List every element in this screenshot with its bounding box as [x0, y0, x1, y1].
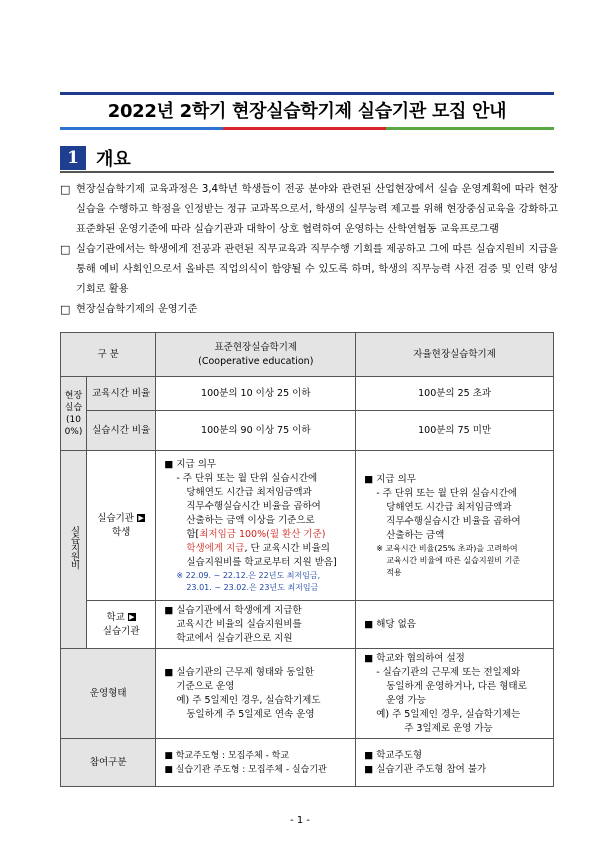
header-autonomous: 자율현장실습학기제	[356, 333, 554, 377]
text-line	[164, 528, 349, 542]
header-standard	[156, 333, 356, 377]
school-support-standard	[156, 601, 356, 649]
table-header-row	[61, 333, 554, 377]
table-row	[61, 601, 554, 649]
text-line: 운영 가능	[386, 694, 426, 706]
table-row	[61, 377, 554, 411]
bullet-text: 실습기관에서는 학생에게 전공과 관련된 직무교육과 직무수행 기회를 제공하고 그에 따른 실습지원비 지급을 통해 예비 사회인으로서 올바른 직업의식이 함양될 수 있도록 하며, 학생의 직무능력 사전 검증 및 인력 양성 기회로 활용	[76, 244, 558, 295]
edu-ratio-autonomous: 100분의 25 초과	[356, 377, 554, 411]
org-to-student-label	[86, 451, 155, 601]
header-category: 구 분	[61, 333, 156, 377]
text-line: ■ 학교와 협의하여 설정	[364, 652, 465, 664]
operation-autonomous	[356, 649, 554, 739]
org-label-text: 실습기관	[97, 512, 134, 524]
operation-label: 운영형태	[61, 649, 156, 739]
text-line: 동일하게 주 5일제로 연속 운영	[186, 708, 315, 720]
text-line: 기준으로 운영	[176, 680, 235, 692]
document-title-block	[60, 92, 554, 130]
practice-ratio-label: 실습시간 비율	[86, 411, 155, 451]
text-line: 당해연도 시간급 최저임금액과	[186, 486, 312, 498]
org-support-autonomous	[356, 451, 554, 601]
highlight-text: 학생에게 지급	[186, 542, 245, 554]
text-line: 당해연도 시간급 최저임금액과	[386, 501, 512, 513]
note-line: 교육시간 비율에 따른 실습지원비 기준	[386, 555, 521, 565]
highlight-text: 최저임금 100%(월 환산 기준)	[199, 528, 326, 540]
text-line: 산출하는 금액 이상을 기준으로	[186, 514, 315, 526]
text-line: ■ 학교주도형	[364, 749, 423, 761]
edu-ratio-standard: 100분의 10 이상 25 이하	[156, 377, 356, 411]
text-line: 학교에서 실습기관으로 지원	[176, 632, 293, 644]
participation-autonomous	[356, 739, 554, 787]
school-to-org-label	[86, 601, 155, 649]
table-row	[61, 739, 554, 787]
note-line: ※ 22.09. ~ 22.12.은 22년도 최저임금,	[176, 570, 321, 580]
table-row	[61, 649, 554, 739]
page-number: - 1 -	[290, 815, 310, 826]
student-label-text: 학생	[111, 526, 131, 538]
text-line: ■ 학교주도형 : 모집주체 - 학교	[164, 750, 290, 761]
text-line: 동일하게 운영하거나, 다른 형태로	[386, 680, 527, 692]
title-bottom-rule	[60, 127, 554, 130]
operation-standards-table	[60, 332, 554, 787]
text-line: - 실습기관의 근무제 또는 전일제와	[376, 666, 521, 678]
note-line: 적용	[386, 567, 402, 577]
arrow-right-icon: ▶	[129, 613, 135, 621]
practice-ratio-autonomous: 100분의 75 미만	[356, 411, 554, 451]
bullet-text: 현장실습학기제의 운영기준	[76, 304, 198, 315]
overview-bullets	[60, 180, 560, 320]
ratio-group-label	[61, 377, 87, 451]
checkbox-bullet-icon: □	[60, 183, 71, 196]
header-standard-subtitle: (Cooperative education)	[198, 355, 314, 367]
list-item	[60, 240, 560, 300]
header-standard-title: 표준현장실습학기제	[214, 341, 298, 353]
text-span: 함[	[186, 528, 200, 540]
school-support-autonomous: ■ 해당 없음	[356, 601, 554, 649]
org-support-standard	[156, 451, 356, 601]
org-label-text: 실습기관	[102, 625, 140, 637]
edu-ratio-label: 교육시간 비율	[86, 377, 155, 411]
checkbox-bullet-icon: □	[60, 303, 71, 316]
section-number: 1	[60, 146, 86, 170]
list-item	[60, 180, 560, 240]
text-line: ■ 실습기관에서 학생에게 지급한	[164, 604, 302, 616]
text-line: - 주 단위 또는 월 단위 실습시간에	[376, 487, 518, 499]
checkbox-bullet-icon: □	[60, 243, 71, 256]
table-row	[61, 411, 554, 451]
school-label-text: 학교	[106, 611, 125, 623]
arrow-right-icon: ▶	[138, 514, 144, 522]
document-title: 2022년 2학기 현장실습학기제 실습기관 모집 안내	[107, 101, 507, 122]
text-line: 예) 주 5일제인 경우, 실습학기제는	[376, 708, 521, 720]
note-line: 23.01. ~ 23.02.은 23년도 최저임금	[186, 582, 319, 592]
practice-ratio-standard: 100분의 90 이상 75 이하	[156, 411, 356, 451]
title-top-rule	[60, 92, 554, 95]
participation-label: 참여구분	[61, 739, 156, 787]
text-span: , 단 교육시간 비율의	[244, 542, 330, 554]
note-line: ※ 교육시간 비율(25% 초과)을 고려하여	[376, 543, 518, 553]
text-line: 교육시간 비율의 실습지원비를	[176, 618, 302, 630]
text-line: - 주 단위 또는 월 단위 실습시간에	[176, 472, 318, 484]
table-row	[61, 451, 554, 601]
text-line: ■ 실습기관의 근무제 형태와 동일한	[164, 666, 314, 678]
text-line: ■ 지급 의무	[164, 458, 217, 470]
section-title: 개요	[96, 149, 131, 170]
operation-standard	[156, 649, 356, 739]
text-line: 직무수행실습시간 비율을 곱하여	[386, 515, 521, 527]
text-line: 직무수행실습시간 비율을 곱하여	[186, 500, 321, 512]
section-heading	[60, 145, 554, 171]
support-group-text: 실습지원비	[68, 525, 80, 569]
text-line: 예) 주 5일제인 경우, 실습학기제도	[176, 694, 321, 706]
bullet-text: 현장실습학기제 교육과정은 3,4학년 학생들이 전공 분야와 관련된 산업현장에서 실습 운영계획에 따라 현장실습을 수행하고 학점을 인정받는 정규 교과목으로서, 학생의 실무능력 제고를 위해 현장중심교육을 강화하고 표준화된 운영기준에 따라 실습기관과 대학이 상호 협력하여 운영하는 산학연협동 교육프로그램	[76, 184, 558, 235]
text-line	[164, 542, 349, 556]
text-line: ■ 실습기관 주도형 : 모집주체 - 실습기관	[164, 764, 327, 775]
text-line: 산출하는 금액	[386, 529, 445, 541]
text-line: 실습지원비를 학교로부터 지원 받음]	[186, 556, 337, 568]
participation-standard	[156, 739, 356, 787]
text-line: ■ 실습기관 주도형 참여 불가	[364, 763, 487, 775]
section-rule	[60, 171, 554, 173]
support-group-label	[61, 451, 87, 649]
ratio-group-text: 현장실습(100%)	[64, 390, 83, 437]
text-line: 주 3일제로 운영 가능	[404, 722, 493, 734]
list-item	[60, 300, 560, 320]
text-line: ■ 지급 의무	[364, 473, 416, 485]
